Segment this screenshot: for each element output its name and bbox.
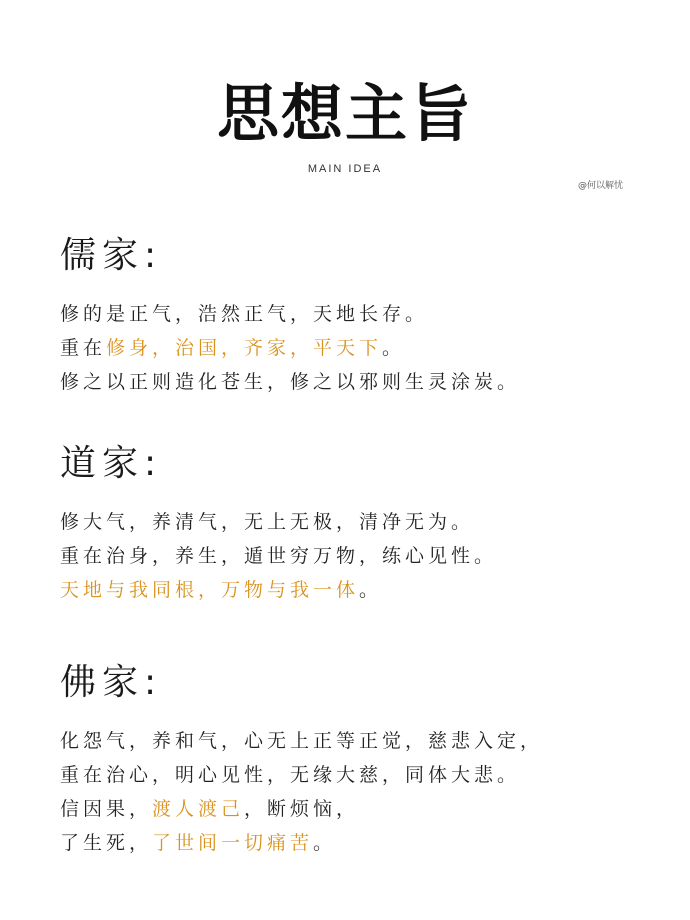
section-line [60, 795, 359, 823]
section-heading-buddhism: 佛家: [60, 662, 163, 703]
line-text: 。 [359, 579, 383, 601]
highlight-text: 了世间一切痛苦 [152, 832, 314, 854]
section-line [60, 829, 336, 857]
line-text: 。 [382, 337, 406, 359]
line-text: 修大气，养清气，无上无极，清净无为。 [60, 511, 475, 533]
page-subtitle: MAIN IDEA [307, 163, 383, 175]
section-heading-confucianism: 儒家: [60, 235, 163, 276]
line-text: 。 [313, 832, 337, 854]
watermark: @何以解忧 [578, 181, 624, 191]
section-line [60, 300, 428, 328]
section-line [60, 368, 520, 396]
section-line [60, 334, 405, 362]
line-text: 修的是正气，浩然正气，天地长存。 [60, 303, 429, 325]
line-text: ，断烦恼， [244, 798, 360, 820]
highlight-text: 修身，治国，齐家，平天下 [106, 337, 383, 359]
section-heading-taoism: 道家: [60, 443, 163, 484]
highlight-text: 天地与我同根，万物与我一体 [60, 579, 360, 601]
line-text: 重在治心，明心见性，无缘大慈，同体大悲。 [60, 764, 521, 786]
line-text: 修之以正则造化苍生，修之以邪则生灵涂炭。 [60, 371, 521, 393]
section-line [60, 576, 382, 604]
line-text: 了生死， [60, 832, 153, 854]
page-title: 思想主旨 [216, 77, 473, 150]
line-text: 重在治身，养生，遁世穷万物，练心见性。 [60, 545, 498, 567]
section-line [60, 542, 497, 570]
line-text: 重在 [60, 337, 107, 359]
section-line [60, 508, 474, 536]
section-line [60, 727, 543, 755]
highlight-text: 渡人渡己 [152, 798, 245, 820]
line-text: 信因果， [60, 798, 153, 820]
line-text: 化怨气，养和气，心无上正等正觉，慈悲入定， [60, 730, 544, 752]
section-line [60, 761, 520, 789]
